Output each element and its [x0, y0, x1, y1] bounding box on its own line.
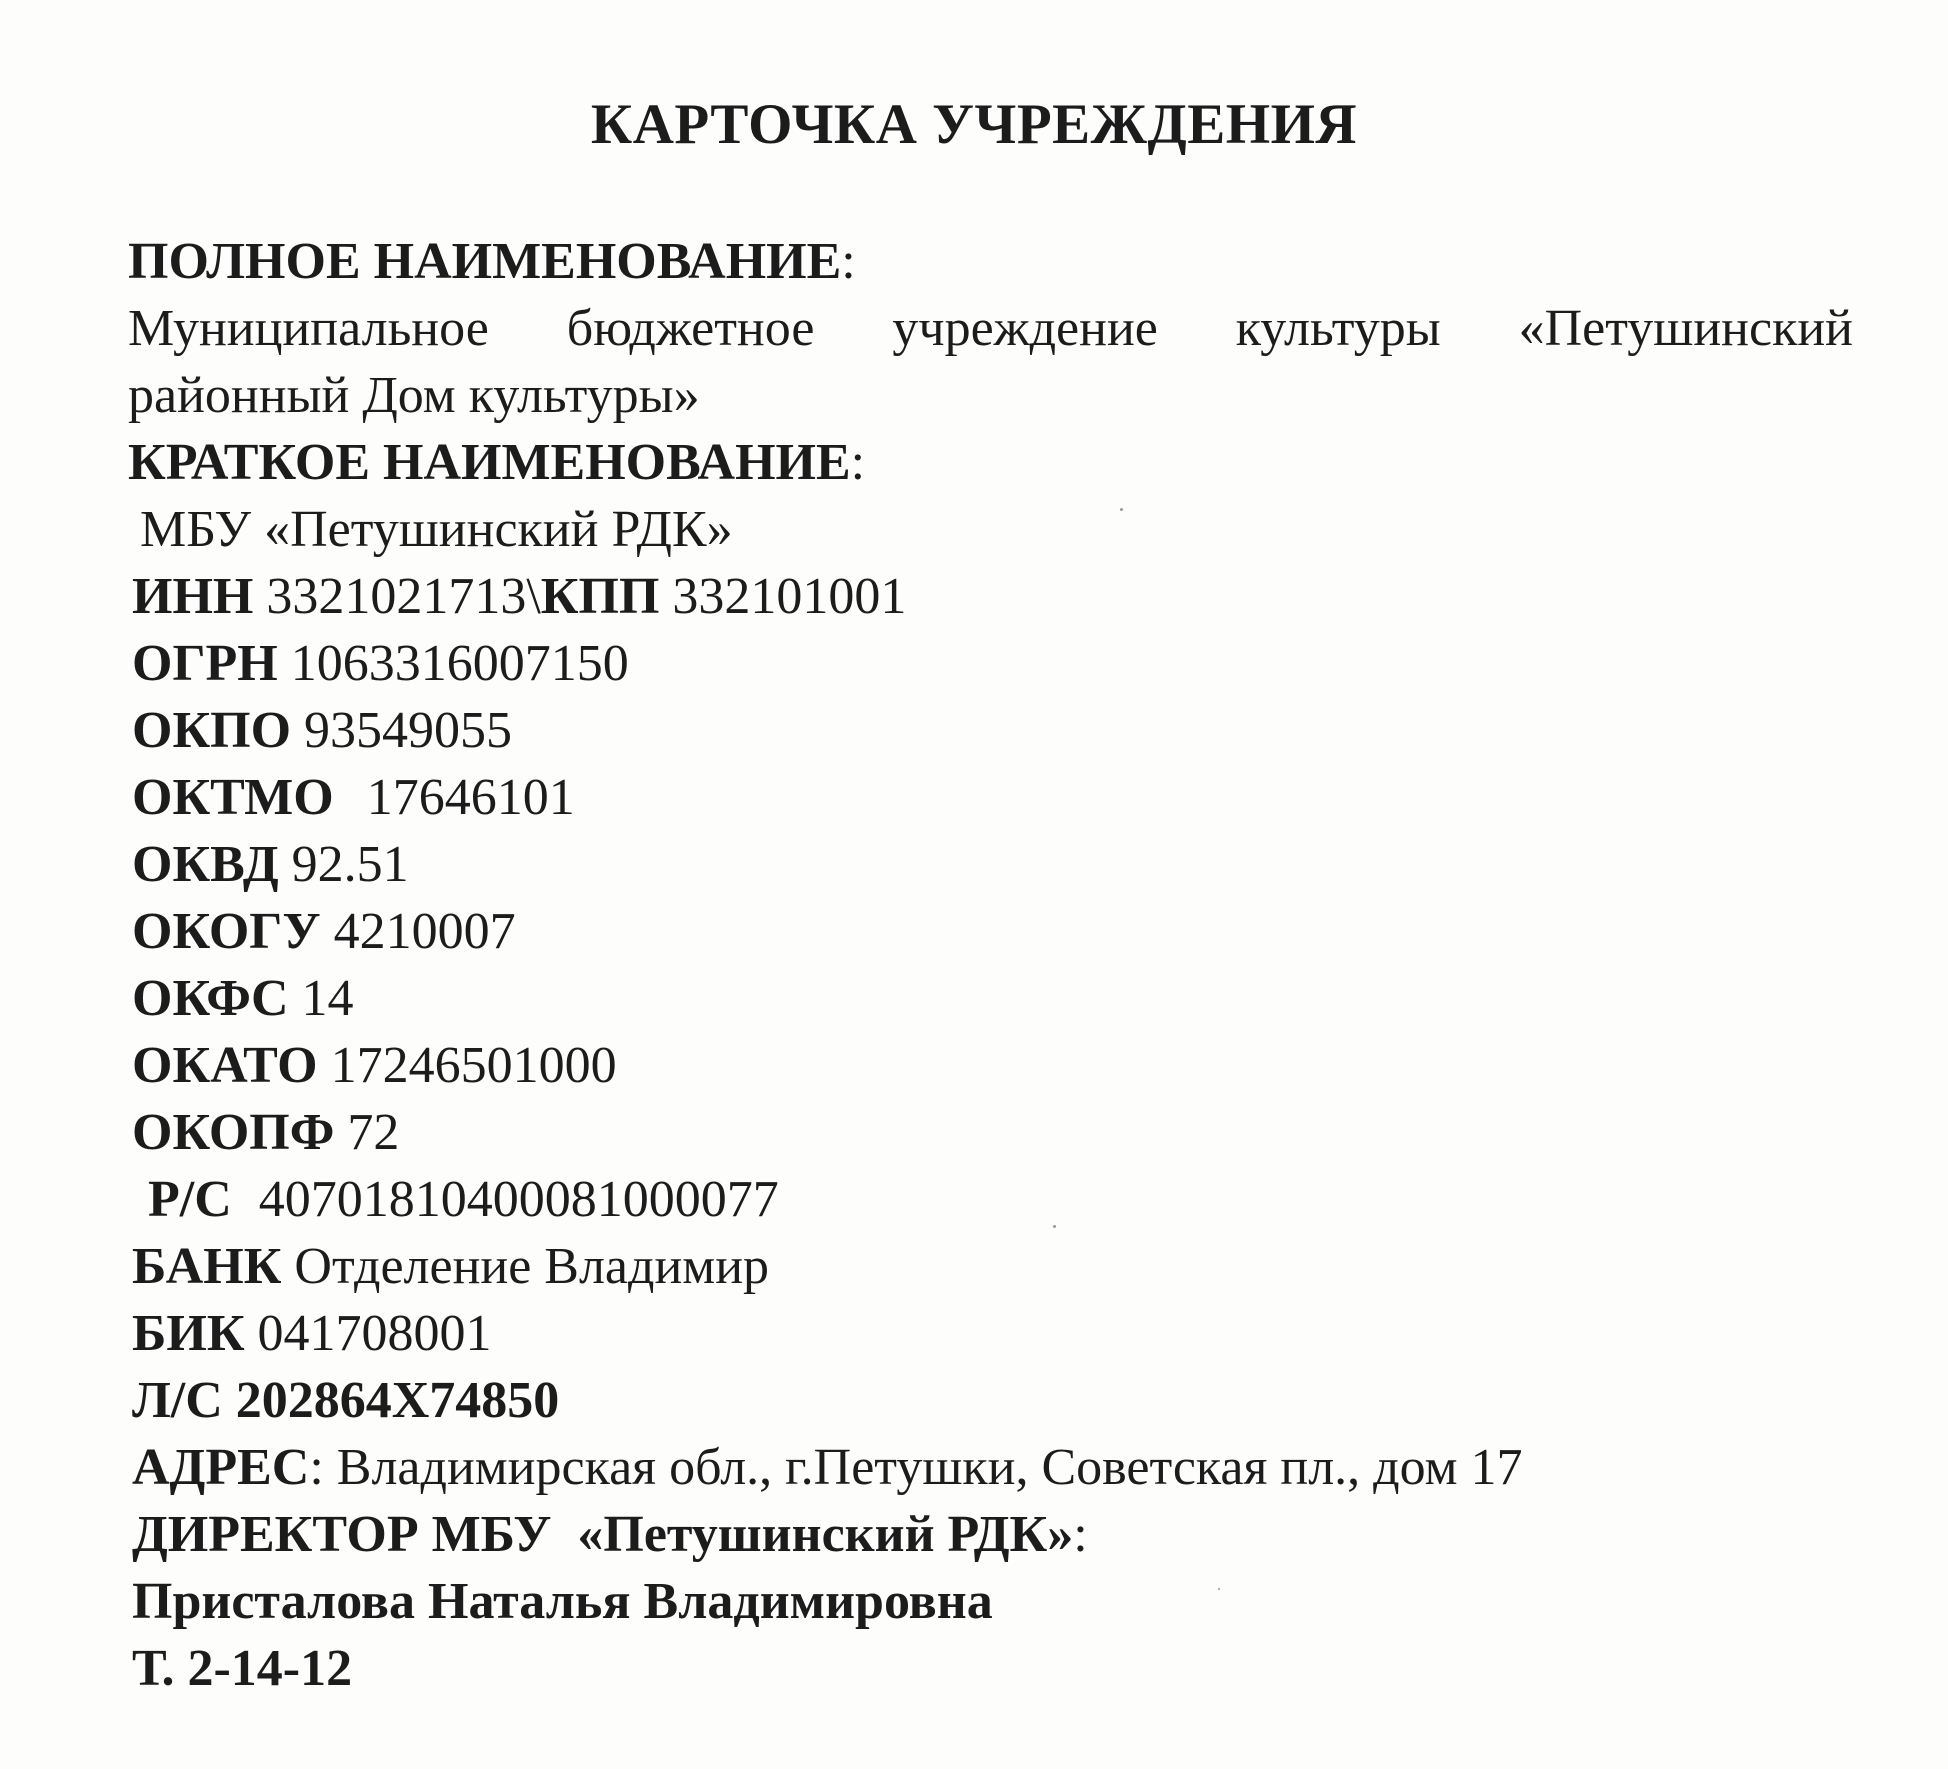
oktmo-label: ОКТМО — [132, 769, 334, 826]
okpo-label: ОКПО — [132, 702, 292, 759]
account-label: Р/С — [148, 1171, 232, 1228]
account-value: 40701810400081000077 — [258, 1171, 779, 1228]
personal-account-row — [128, 1367, 1853, 1434]
okopf-row — [128, 1099, 1853, 1166]
full-name-value-line2: районный Дом культуры» — [128, 367, 700, 424]
inn-kpp-row — [128, 563, 1853, 630]
oktmo-value: 17646101 — [366, 769, 575, 826]
okvd-row — [128, 831, 1853, 898]
okopf-label: ОКОПФ — [132, 1104, 335, 1161]
address-colon: : — [309, 1439, 324, 1496]
director-name: Присталова Наталья Владимировна — [132, 1573, 993, 1630]
short-name-heading — [128, 429, 1853, 496]
personal-account-label: Л/С — [132, 1372, 223, 1429]
bank-value: Отделение Владимир — [294, 1238, 770, 1295]
account-row — [128, 1166, 1853, 1233]
okopf-value: 72 — [347, 1104, 400, 1161]
ogrn-label: ОГРН — [132, 635, 278, 692]
okato-row — [128, 1032, 1853, 1099]
bank-label: БАНК — [132, 1238, 282, 1295]
document-title: КАРТОЧКА УЧРЕЖДЕНИЯ — [590, 93, 1358, 156]
full-name-value-line1 — [128, 295, 1853, 362]
scan-speck — [1120, 508, 1123, 511]
full-name-value-text: Муниципальное бюджетное учреждение культуры «Петушинский — [128, 300, 1853, 357]
director-heading — [128, 1501, 1853, 1568]
okogu-row — [128, 898, 1853, 965]
bik-label: БИК — [132, 1305, 245, 1362]
full-name-label: ПОЛНОЕ НАИМЕНОВАНИЕ — [128, 233, 842, 290]
address-row — [128, 1434, 1853, 1501]
address-value: Владимирская обл., г.Петушки, Советская пл., дом 17 — [336, 1439, 1523, 1496]
director-label: ДИРЕКТОР МБУ «Петушинский РДК» — [132, 1506, 1074, 1563]
kpp-value: 332101001 — [672, 568, 907, 625]
okfs-label: ОКФС — [132, 970, 289, 1027]
ogrn-row — [128, 630, 1853, 697]
okpo-value: 93549055 — [304, 702, 513, 759]
okogu-value: 4210007 — [333, 903, 516, 960]
director-phone: Т. 2-14-12 — [132, 1640, 353, 1697]
okvd-value: 92.51 — [291, 836, 409, 893]
inn-value: 3321021713\ — [266, 568, 541, 625]
short-name-value: МБУ «Петушинский РДК» — [140, 501, 733, 558]
inn-label: ИНН — [132, 568, 254, 625]
address-label: АДРЕС — [132, 1439, 310, 1496]
okpo-row — [128, 697, 1853, 764]
kpp-label: КПП — [540, 568, 660, 625]
full-name-colon: : — [841, 233, 856, 290]
scan-speck — [1218, 1588, 1220, 1590]
director-colon: : — [1073, 1506, 1088, 1563]
personal-account-value: 202864Х74850 — [235, 1372, 560, 1429]
okfs-value: 14 — [301, 970, 354, 1027]
okato-label: ОКАТО — [132, 1037, 318, 1094]
okato-value: 17246501000 — [330, 1037, 617, 1094]
short-name-label: КРАТКОЕ НАИМЕНОВАНИЕ — [128, 434, 851, 491]
okvd-label: ОКВД — [132, 836, 279, 893]
bank-row — [128, 1233, 1853, 1300]
full-name-heading — [128, 228, 1853, 295]
okfs-row — [128, 965, 1853, 1032]
short-name-colon: : — [850, 434, 866, 491]
card-content — [128, 228, 1853, 1702]
bik-row — [128, 1300, 1853, 1367]
bik-value: 041708001 — [257, 1305, 492, 1362]
ogrn-value: 1063316007150 — [290, 635, 629, 692]
oktmo-row — [128, 764, 1853, 831]
okogu-label: ОКОГУ — [132, 903, 321, 960]
scan-speck — [1053, 1225, 1056, 1228]
